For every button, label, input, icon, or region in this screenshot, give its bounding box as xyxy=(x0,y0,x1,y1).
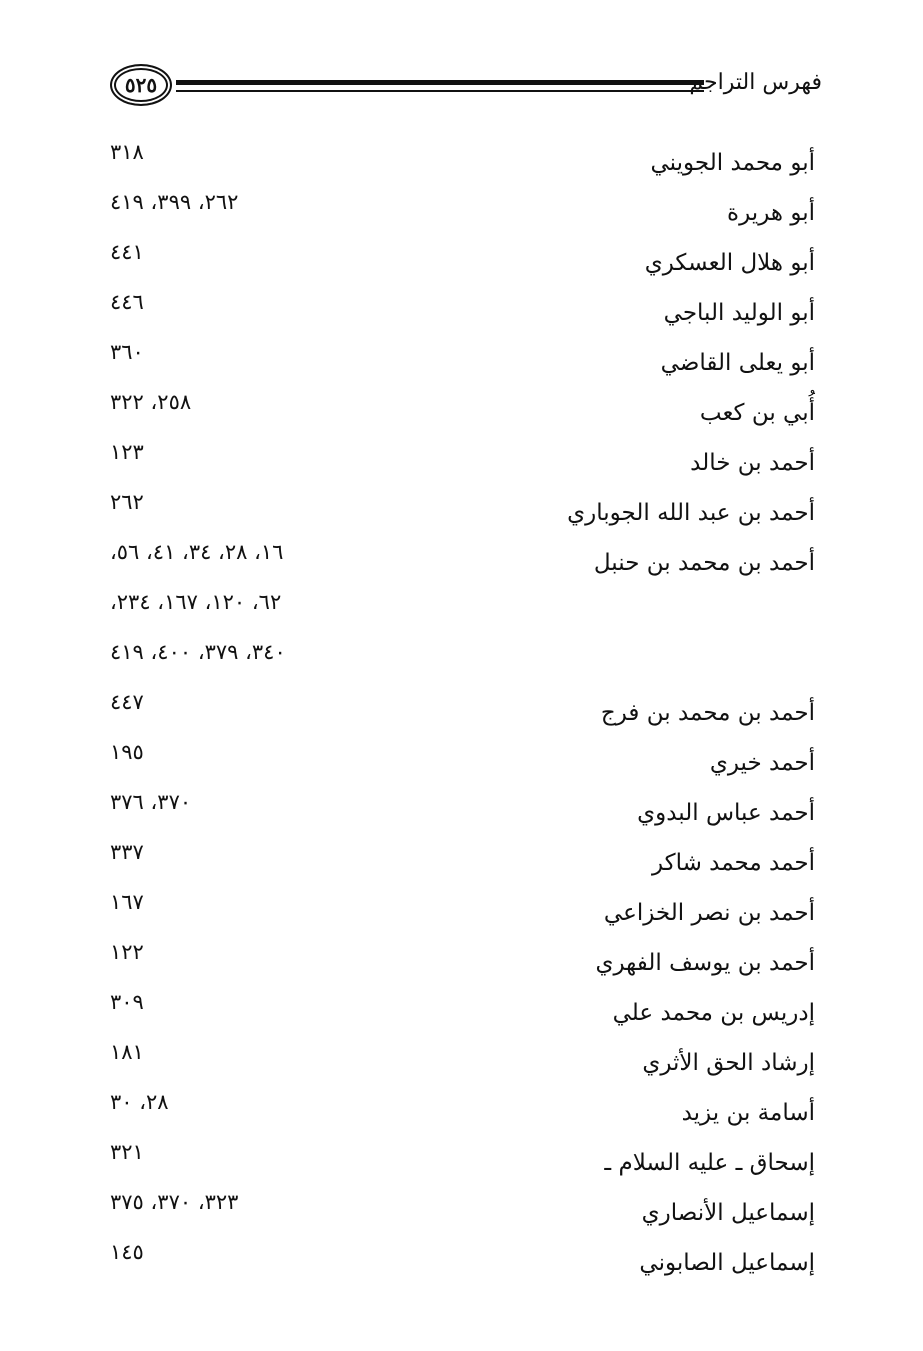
entry-name: أحمد بن نصر الخزاعي xyxy=(603,900,815,926)
index-entry xyxy=(0,186,923,236)
index-entry xyxy=(0,486,923,536)
entry-name: إدريس بن محمد علي xyxy=(612,1000,815,1026)
page-header xyxy=(110,62,822,118)
entry-pages: ٣١٨ xyxy=(110,140,144,164)
entry-pages: ٢٦٢، ٣٩٩، ٤١٩ xyxy=(110,190,239,214)
entry-name: أبو هلال العسكري xyxy=(644,250,815,276)
index-entry xyxy=(0,1136,923,1186)
index-entry xyxy=(0,886,923,936)
entry-name: إرشاد الحق الأثري xyxy=(642,1050,815,1076)
entry-name: إسحاق ـ عليه السلام ـ xyxy=(604,1150,815,1176)
entry-name: أحمد بن يوسف الفهري xyxy=(595,950,815,976)
entry-pages: ١٦٧ xyxy=(110,890,144,914)
entry-pages: ١٢٣ xyxy=(110,440,144,464)
index-entry xyxy=(0,936,923,986)
entry-name: إسماعيل الصابوني xyxy=(639,1250,815,1276)
index-entry-continuation xyxy=(0,586,923,636)
header-rule-thin xyxy=(176,90,704,92)
entry-pages: ٣٧٠، ٣٧٦ xyxy=(110,790,192,814)
index-entry xyxy=(0,986,923,1036)
entry-pages: ٢٦٢ xyxy=(110,490,144,514)
entry-name: أبو يعلى القاضي xyxy=(660,350,815,376)
entry-pages: ١٢٢ xyxy=(110,940,144,964)
header-rule-thick xyxy=(176,80,704,85)
index-entry xyxy=(0,386,923,436)
index-entry xyxy=(0,736,923,786)
index-entry-continuation xyxy=(0,636,923,686)
index-entry xyxy=(0,236,923,286)
index-entry xyxy=(0,1086,923,1136)
entry-name: أحمد بن عبد الله الجوباري xyxy=(567,500,815,526)
entry-name: أبو الوليد الباجي xyxy=(663,300,815,326)
entry-pages: ٤٤٧ xyxy=(110,690,144,714)
entry-pages: ٣٣٧ xyxy=(110,840,144,864)
index-entry xyxy=(0,286,923,336)
entry-name: أحمد بن خالد xyxy=(690,450,815,476)
entry-name: أحمد محمد شاكر xyxy=(651,850,815,876)
index-entry xyxy=(0,836,923,886)
entry-name: أُبي بن كعب xyxy=(699,400,815,426)
index-entry xyxy=(0,1236,923,1286)
index-entry xyxy=(0,136,923,186)
entry-pages: ٤٤١ xyxy=(110,240,144,264)
entry-pages: ١٦، ٢٨، ٣٤، ٤١، ٥٦، xyxy=(110,540,284,564)
entry-pages: ١٩٥ xyxy=(110,740,144,764)
entry-name: أبو هريرة xyxy=(727,200,815,226)
entry-pages: ٦٢، ١٢٠، ١٦٧، ٢٣٤، xyxy=(110,590,282,614)
entry-name: أحمد بن محمد بن فرج xyxy=(600,700,815,726)
index-entry xyxy=(0,1186,923,1236)
entry-pages: ١٨١ xyxy=(110,1040,144,1064)
index-entry xyxy=(0,336,923,386)
index-entry xyxy=(0,436,923,486)
index-entry xyxy=(0,686,923,736)
index-entry xyxy=(0,786,923,836)
entry-name: أسامة بن يزيد xyxy=(681,1100,815,1126)
entry-pages: ٣٤٠، ٣٧٩، ٤٠٠، ٤١٩ xyxy=(110,640,286,664)
entry-pages: ٣٦٠ xyxy=(110,340,144,364)
biographies-index xyxy=(0,136,923,1286)
entry-pages: ٢٨، ٣٠ xyxy=(110,1090,169,1114)
entry-pages: ٤٤٦ xyxy=(110,290,144,314)
entry-name: أحمد خيري xyxy=(709,750,815,776)
index-entry xyxy=(0,536,923,586)
entry-name: أبو محمد الجويني xyxy=(650,150,815,176)
entry-name: أحمد بن محمد بن حنبل xyxy=(593,550,815,576)
entry-name: أحمد عباس البدوي xyxy=(637,800,815,826)
entry-name: إسماعيل الأنصاري xyxy=(641,1200,815,1226)
entry-pages: ٣٢٣، ٣٧٠، ٣٧٥ xyxy=(110,1190,239,1214)
index-entry xyxy=(0,1036,923,1086)
entry-pages: ١٤٥ xyxy=(110,1240,144,1264)
entry-pages: ٣٠٩ xyxy=(110,990,144,1014)
entry-pages: ٣٢١ xyxy=(110,1140,144,1164)
index-title: فهرس التراجم xyxy=(689,70,822,95)
entry-pages: ٢٥٨، ٣٢٢ xyxy=(110,390,192,414)
page-number-badge: ٥٢٥ xyxy=(110,64,172,106)
